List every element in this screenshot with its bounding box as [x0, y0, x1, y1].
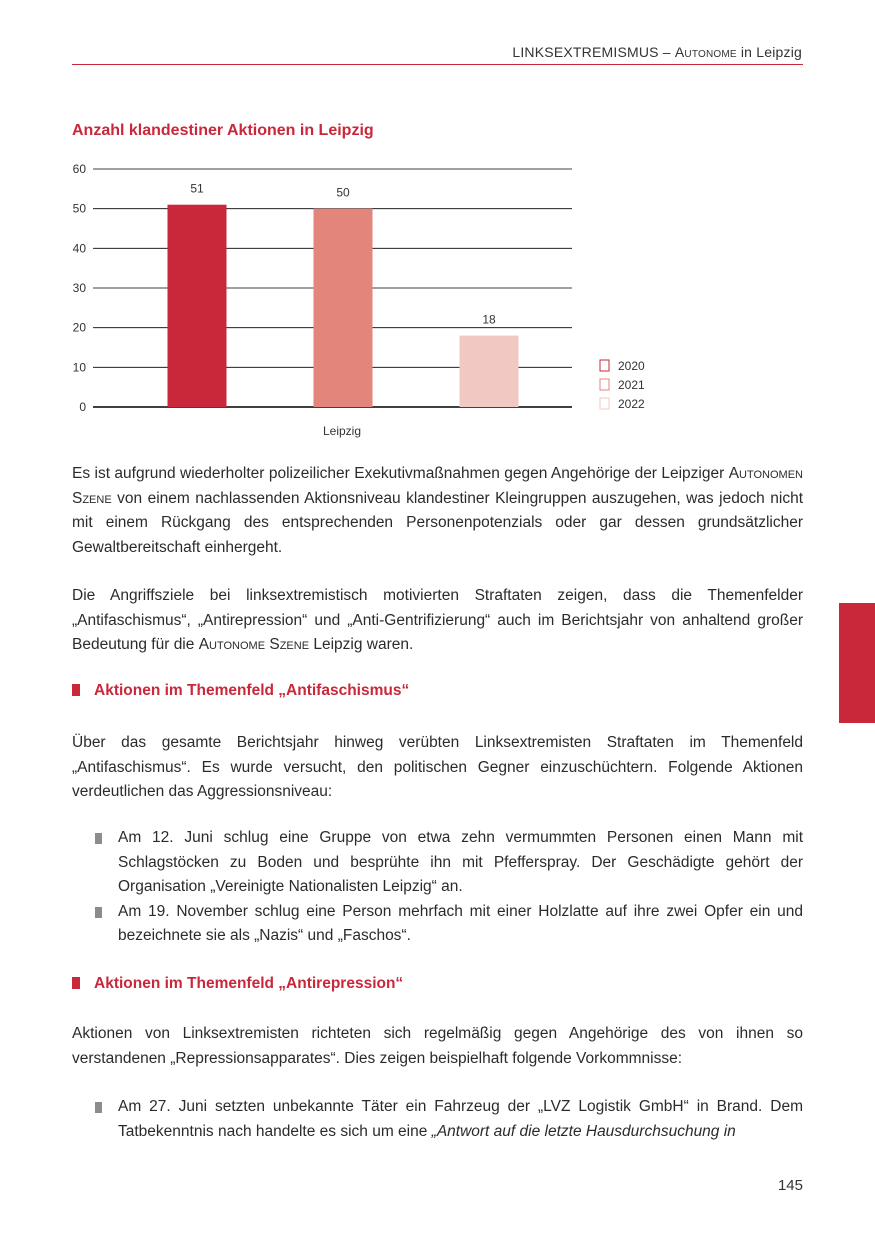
bar-chart — [60, 155, 680, 445]
list-item — [95, 1095, 803, 1144]
header-topic: Autonome — [674, 44, 737, 60]
paragraph-4: Aktionen von Linksextremisten richteten sich regelmäßig gegen Angehörige des von ihnen so verstandenen „Repressionsapparates“. Dies zeigen beispielhaft folgende Vorkommnisse: — [72, 1025, 803, 1067]
page-number: 145 — [777, 1177, 803, 1194]
chart-bars — [168, 205, 519, 407]
paragraph-2-szene: Autonome Szene — [198, 636, 310, 653]
bullet-square-icon — [95, 833, 102, 844]
y-tick-label: 0 — [79, 400, 86, 414]
legend-label: 2022 — [618, 397, 645, 411]
paragraph-3: Über das gesamte Berichtsjahr hinweg verübten Linksextremisten Straftaten im Themenfeld „Antifaschismus“. Es wurde versucht, den politischen Gegner einzuschüchtern. Folgende Aktionen verdeutlichen das Aggressionsniveau: — [72, 734, 803, 800]
heading-square-icon — [72, 977, 80, 989]
list-item-text: Am 19. November schlug eine Person mehrfach mit einer Holzlatte auf ihre zwei Opfer ein und bezeichnete sie als „Nazis“ und „Faschos“. — [118, 902, 803, 944]
y-tick-label: 20 — [72, 320, 86, 335]
legend-swatch — [600, 379, 609, 390]
header-rule — [72, 64, 803, 65]
subheading-1-text: Aktionen im Themenfeld „Antifaschismus“ — [94, 682, 410, 699]
paragraph-2-text-a: Die Angriffsziele bei linksextremistisch motivierten Straftaten zeigen, dass die Themenfelder „Antifaschismus“, „Antirepression“ und „Anti-Gentrifizierung“ auch im Berichtsjahr von anhaltend großer Bedeutung für die — [72, 587, 803, 653]
header-section: LINKSEXTREMISMUS — [512, 44, 659, 60]
data-label: 18 — [482, 312, 496, 327]
list-item-quote: „Antwort auf die letzte Hausdurchsuchung in — [431, 1122, 736, 1140]
y-tick-label: 10 — [72, 360, 86, 375]
running-header — [72, 44, 802, 60]
subheading-antirepression — [72, 975, 403, 993]
data-label: 51 — [190, 181, 204, 196]
chart-legend — [600, 359, 645, 411]
y-tick-label: 40 — [72, 241, 86, 256]
x-tick-label: Leipzig — [322, 424, 362, 438]
data-label: 50 — [336, 185, 350, 200]
header-place: in Leipzig — [736, 44, 802, 60]
list-item — [95, 826, 803, 900]
y-tick-label: 60 — [72, 162, 86, 176]
list-item — [95, 900, 803, 949]
bar-2022 — [460, 336, 519, 407]
subheading-2-text: Aktionen im Themenfeld „Antirepression“ — [94, 975, 404, 992]
y-axis-ticks — [73, 162, 87, 414]
paragraph-1-text-a: Es ist aufgrund wiederholter polizeilicher Exekutivmaßnahmen gegen Angehörige der Leipziger — [72, 465, 729, 482]
bullet-square-icon — [95, 1102, 102, 1113]
legend-swatch — [600, 398, 609, 409]
paragraph-1-text-b: von einem nachlassenden Aktionsniveau klandestiner Kleingruppen auszugehen, was jedoch nicht mit einem Rückgang des entsprechenden Personenpotenzials oder gar dessen grundsätzlicher Gewaltbereitschaft einhergeht. — [72, 489, 803, 556]
bar-2021 — [314, 209, 373, 407]
y-tick-label: 30 — [72, 281, 86, 295]
list-item-text: Am 12. Juni schlug eine Gruppe von etwa zehn vermummten Personen einen Mann mit Schlagstöcken zu Boden und besprühte ihn mit Pfefferspray. Der Geschädigte gehört der Organisation „Vereinigte Nationalisten Leipzig“ an. — [118, 829, 803, 895]
list-item-text: Am 27. Juni setzten unbekannte Täter ein Fahrzeug der „LVZ Logistik GmbH“ in Brand. Dem Tatbekenntnis nach handelte es sich um eine — [118, 1098, 803, 1140]
chapter-side-tab — [839, 603, 875, 723]
bullet-list-1 — [95, 826, 803, 949]
header-dash: – — [658, 44, 675, 60]
paragraph-2 — [72, 584, 803, 658]
heading-square-icon — [72, 684, 80, 696]
paragraph-1 — [72, 462, 803, 560]
subheading-antifaschismus — [72, 682, 409, 700]
legend-label: 2020 — [618, 359, 645, 373]
y-tick-label: 50 — [72, 201, 86, 216]
bullet-list-2 — [95, 1095, 803, 1144]
chart-title: Anzahl klandestiner Aktionen in Leipzig — [72, 122, 374, 139]
paragraph-1-szene: Autonomen Szene — [72, 465, 803, 507]
bullet-square-icon — [95, 907, 102, 918]
paragraph-2-text-b: Leipzig waren. — [309, 636, 414, 653]
bar-2020 — [168, 205, 227, 407]
legend-label: 2021 — [618, 378, 645, 392]
legend-swatch — [600, 360, 609, 371]
